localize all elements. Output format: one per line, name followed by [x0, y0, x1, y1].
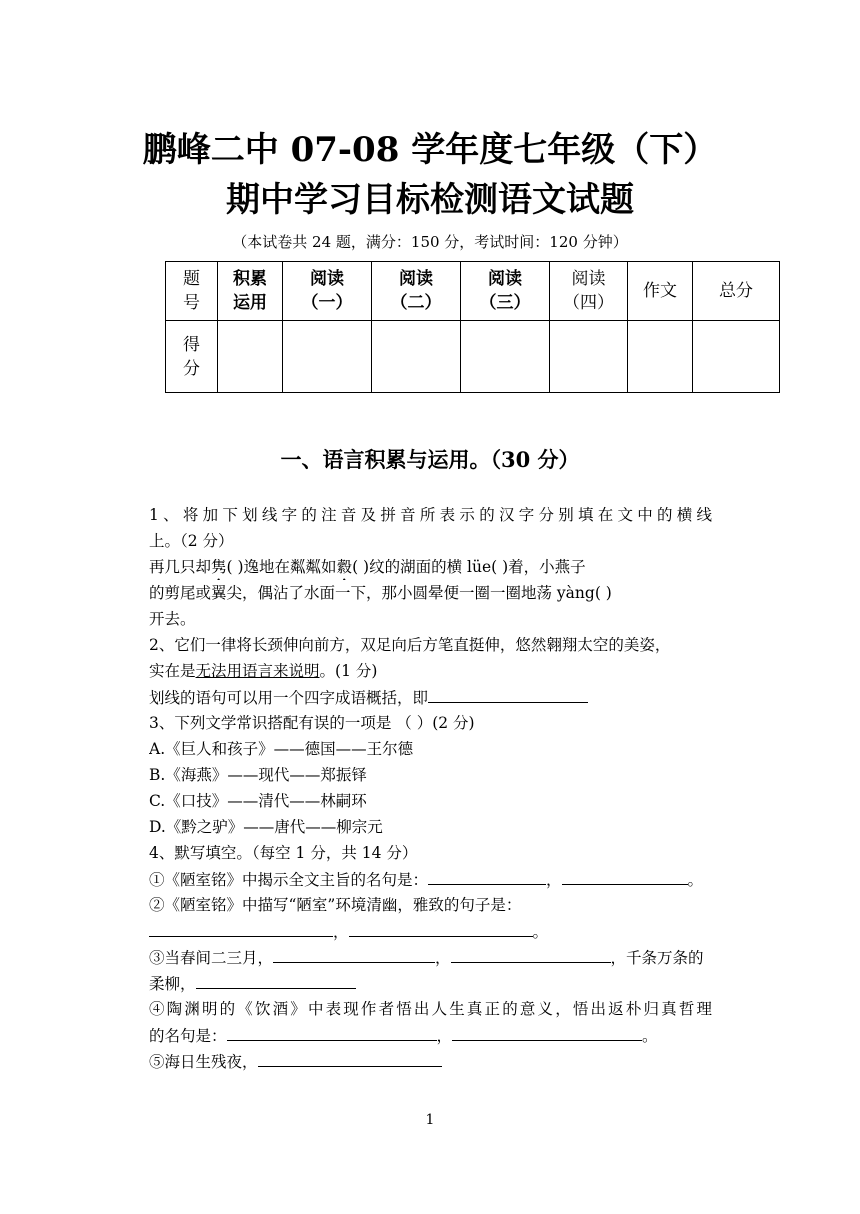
q3-stem: 3、下列文学常识搭配有误的一项是 （ ）(2 分) — [149, 714, 475, 732]
answer-blank[interactable] — [349, 918, 533, 937]
answer-blank[interactable] — [451, 944, 611, 963]
q1-line4: 的剪尾或翼尖，偶沾了水面一下，那小圆晕便一圈一圈地荡 yàng( ) — [149, 584, 612, 602]
score-table-score-row — [166, 321, 780, 393]
q2-line2: 实在是无法用语言来说明。(1 分) — [149, 662, 378, 680]
q4-item2: ②《陋室铭》中描写“陋室”环境清幽，雅致的句子是： — [149, 896, 522, 914]
dotted-char: 隽 — [211, 558, 227, 576]
header-cell-accumulation: 积累 运用 — [218, 262, 283, 321]
questions-body — [149, 502, 712, 1074]
answer-blank[interactable] — [428, 684, 588, 703]
q2-line1: 2、它们一律将长颈伸向前方，双足向后方笔直挺伸，悠然翱翔太空的美姿， — [149, 636, 671, 654]
q4-stem: 4、默写填空。（每空 1 分，共 14 分） — [149, 844, 418, 862]
q1-line5: 开去。 — [149, 610, 196, 628]
answer-blank[interactable] — [562, 866, 688, 885]
answer-blank[interactable] — [258, 1048, 442, 1067]
q4-item4: ④陶渊明的《饮酒》中表现作者悟出人生真正的意义，悟出返朴归真哲理 — [149, 1000, 712, 1018]
q1-line3: 再几只却隽( )逸地在粼粼如縠( )纹的湖面的横 lüe( )着，小燕子 — [149, 558, 586, 576]
header-cell-reading-2: 阅读 （二） — [372, 262, 461, 321]
q4-item4-cont: 的名句是： ， 。 — [149, 1022, 712, 1048]
answer-blank[interactable] — [196, 970, 356, 989]
score-cell[interactable] — [550, 321, 628, 393]
page-number: 1 — [425, 1112, 435, 1128]
header-cell-number: 题 号 — [166, 262, 218, 321]
q4-item3-cont: 柔柳， — [149, 970, 712, 996]
score-cell[interactable] — [693, 321, 780, 393]
score-cell[interactable] — [372, 321, 461, 393]
score-cell[interactable] — [283, 321, 372, 393]
header-cell-total: 总分 — [693, 262, 780, 321]
q1-line2: 上。（2 分） — [149, 532, 234, 550]
q4-item3: ③当春间二三月， ， ，千条万条的 — [149, 944, 712, 970]
score-table-header-row — [166, 262, 780, 321]
q2-line3: 划线的语句可以用一个四字成语概括，即 — [149, 684, 712, 710]
score-cell[interactable] — [628, 321, 693, 393]
answer-blank[interactable] — [428, 866, 546, 885]
answer-blank[interactable] — [227, 1022, 437, 1041]
dotted-char: 縠 — [336, 558, 353, 576]
score-cell[interactable] — [461, 321, 550, 393]
exam-title-line2: 期中学习目标检测语文试题 — [226, 180, 634, 220]
underlined-phrase: 无法用语言来说明 — [195, 662, 320, 680]
answer-blank[interactable] — [273, 944, 435, 963]
score-cell[interactable] — [218, 321, 283, 393]
q1-line1: 1、将加下划线字的注音及拼音所表示的汉字分别填在文中的横线 — [149, 506, 712, 524]
header-cell-reading-1: 阅读 （一） — [283, 262, 372, 321]
answer-blank[interactable] — [149, 918, 333, 937]
q3-option-a[interactable]: A.《巨人和孩子》——德国——王尔德 — [149, 740, 414, 758]
q4-item5: ⑤海日生残夜， — [149, 1048, 712, 1074]
answer-blank[interactable] — [452, 1022, 642, 1041]
exam-title-line1: 鹏峰二中 07-08 学年度七年级（下） — [142, 130, 718, 170]
exam-info: （本试卷共 24 题，满分：150 分，考试时间：120 分钟） — [232, 233, 628, 251]
q3-option-c[interactable]: C.《口技》——清代——林嗣环 — [149, 792, 367, 810]
header-cell-reading-3: 阅读 （三） — [461, 262, 550, 321]
q4-item1: ①《陋室铭》中揭示全文主旨的名句是： ， 。 — [149, 866, 712, 892]
q3-option-b[interactable]: B.《海燕》——现代——郑振铎 — [149, 766, 367, 784]
header-cell-reading-4: 阅读 （四） — [550, 262, 628, 321]
section-title-1: 一、语言积累与运用。（30 分） — [280, 447, 580, 472]
score-table — [165, 261, 780, 393]
q3-option-d[interactable]: D.《黔之驴》——唐代——柳宗元 — [149, 818, 383, 836]
score-row-label: 得 分 — [166, 321, 218, 393]
header-cell-composition: 作文 — [628, 262, 693, 321]
q4-item2-blanks: ， 。 — [149, 918, 712, 944]
